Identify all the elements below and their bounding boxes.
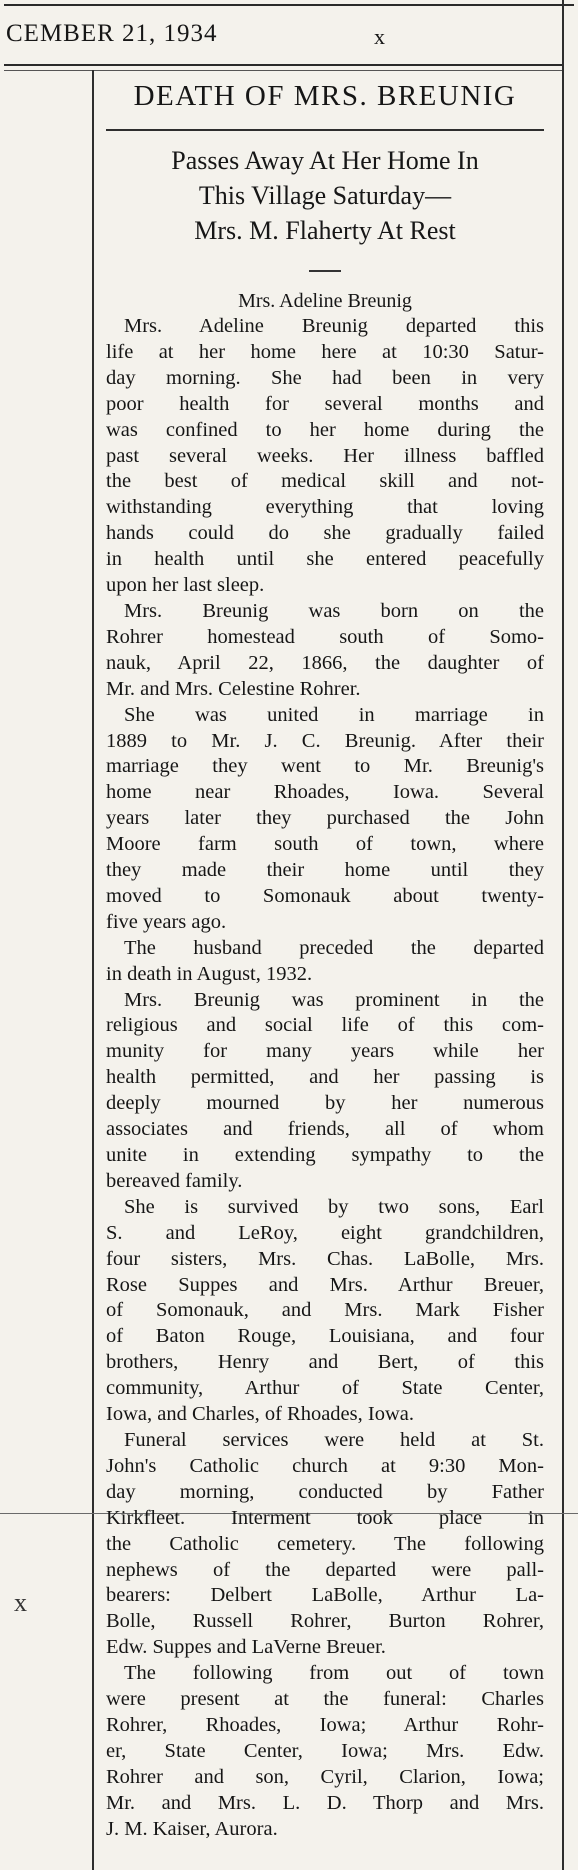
text-line: of Somonauk, and Mrs. Mark Fisher bbox=[106, 1299, 544, 1322]
text-line: past several weeks. Her illness baffled bbox=[106, 444, 544, 467]
text-line: four sisters, Mrs. Chas. LaBolle, Mrs. bbox=[106, 1247, 544, 1270]
paragraph bbox=[106, 1661, 544, 1842]
subhead-line: Passes Away At Her Home In bbox=[171, 146, 479, 175]
text-line: 1889 to Mr. J. C. Breunig. After their bbox=[106, 729, 544, 752]
text-line: Mrs. Adeline Breunig departed this bbox=[124, 315, 544, 337]
dateline-text: CEMBER 21, 1934 bbox=[6, 20, 218, 47]
subhead-line: Mrs. M. Flaherty At Rest bbox=[194, 216, 456, 245]
text-line: She was united in marriage in bbox=[124, 703, 544, 726]
margin-mark-top: x bbox=[374, 24, 386, 49]
text-line: er, State Center, Iowa; Mrs. Edw. bbox=[106, 1739, 544, 1762]
margin-mark-left: x bbox=[14, 1588, 27, 1617]
text-line: Mrs. Breunig was prominent in the bbox=[124, 988, 544, 1011]
text-line: in death in August, 1932. bbox=[106, 962, 313, 985]
text-line: nephews of the departed were pall- bbox=[106, 1558, 544, 1581]
text-line: The husband preceded the departed bbox=[124, 936, 544, 959]
text-line: munity for many years while her bbox=[106, 1040, 544, 1063]
text-line: the Catholic cemetery. The following bbox=[106, 1532, 544, 1555]
dateline bbox=[6, 20, 386, 49]
text-line: The following from out of town bbox=[124, 1662, 544, 1685]
headline-rule bbox=[106, 129, 544, 131]
text-line: life at her home here at 10:30 Satur- bbox=[106, 340, 544, 363]
paragraph bbox=[106, 314, 544, 599]
text-line: Kirkfleet. Interment took place in bbox=[106, 1506, 544, 1529]
text-line: Moore farm south of town, where bbox=[106, 833, 544, 856]
paragraph bbox=[106, 1195, 544, 1428]
column-rule-left bbox=[92, 70, 94, 1870]
text-line: Edw. Suppes and LaVerne Breuer. bbox=[106, 1636, 386, 1659]
byline: Mrs. Adeline Breunig bbox=[238, 290, 412, 312]
text-line: community, Arthur of State Center, bbox=[106, 1377, 544, 1400]
text-line: day morning. She had been in very bbox=[106, 366, 544, 389]
date-rule-secondary bbox=[4, 70, 564, 71]
text-line: religious and social life of this com- bbox=[106, 1014, 544, 1037]
text-line: of Baton Rouge, Louisiana, and four bbox=[106, 1325, 544, 1348]
column-rule-right bbox=[562, 0, 564, 1870]
headline: DEATH OF MRS. BREUNIG bbox=[133, 80, 517, 112]
text-line: moved to Somonauk about twenty- bbox=[106, 884, 544, 907]
text-line: marriage they went to Mr. Breunig's bbox=[106, 755, 544, 778]
text-line: brothers, Henry and Bert, of this bbox=[106, 1351, 544, 1374]
obituary-article bbox=[106, 80, 544, 1842]
text-line: upon her last sleep. bbox=[106, 574, 265, 597]
text-line: five years ago. bbox=[106, 910, 227, 933]
subheadline bbox=[106, 143, 544, 248]
paragraph bbox=[106, 703, 544, 936]
text-line: unite in extending sympathy to the bbox=[106, 1144, 544, 1166]
text-line: Mrs. Breunig was born on the bbox=[124, 599, 544, 622]
date-rule bbox=[4, 64, 564, 66]
text-line: Mr. and Mrs. L. D. Thorp and Mrs. bbox=[106, 1791, 544, 1814]
text-line: John's Catholic church at 9:30 Mon- bbox=[106, 1454, 544, 1477]
paragraph bbox=[106, 988, 544, 1195]
text-line: Iowa, and Charles, of Rhoades, Iowa. bbox=[106, 1403, 414, 1426]
text-line: Rohrer, Rhoades, Iowa; Arthur Rohr- bbox=[106, 1713, 544, 1736]
text-line: day morning, conducted by Father bbox=[106, 1480, 544, 1503]
text-line: health permitted, and her passing is bbox=[106, 1066, 544, 1089]
text-line: years later they purchased the John bbox=[106, 807, 544, 830]
section-dash bbox=[309, 270, 341, 272]
text-line: was confined to her home during the bbox=[106, 418, 544, 441]
paragraph bbox=[106, 599, 544, 703]
text-line: bereaved family. bbox=[106, 1169, 243, 1192]
text-line: were present at the funeral: Charles bbox=[106, 1688, 544, 1711]
text-line: Rohrer and son, Cyril, Clarion, Iowa; bbox=[106, 1765, 544, 1788]
text-line: associates and friends, all of whom bbox=[106, 1118, 544, 1141]
text-line: J. M. Kaiser, Aurora. bbox=[106, 1817, 278, 1840]
paragraph bbox=[106, 1428, 544, 1661]
text-line: in health until she entered peacefully bbox=[106, 548, 544, 571]
text-line: they made their home until they bbox=[106, 859, 544, 882]
text-line: withstanding everything that loving bbox=[106, 496, 544, 519]
text-line: nauk, April 22, 1866, the daughter of bbox=[106, 651, 544, 674]
top-rule bbox=[4, 4, 574, 6]
text-line: hands could do she gradually failed bbox=[106, 522, 544, 545]
text-line: home near Rhoades, Iowa. Several bbox=[106, 781, 544, 804]
subhead-line: This Village Saturday— bbox=[198, 181, 452, 210]
text-line: Rose Suppes and Mrs. Arthur Breuer, bbox=[106, 1273, 544, 1296]
text-line: She is survived by two sons, Earl bbox=[124, 1195, 544, 1218]
text-line: the best of medical skill and not- bbox=[106, 470, 544, 493]
text-line: deeply mourned by her numerous bbox=[106, 1092, 544, 1115]
text-line: Mr. and Mrs. Celestine Rohrer. bbox=[106, 677, 361, 700]
paragraph bbox=[106, 936, 544, 988]
text-line: S. and LeRoy, eight grandchildren, bbox=[106, 1221, 544, 1244]
text-line: Bolle, Russell Rohrer, Burton Rohrer, bbox=[106, 1610, 544, 1633]
text-line: poor health for several months and bbox=[106, 392, 544, 415]
article-body bbox=[106, 314, 544, 1842]
text-line: bearers: Delbert LaBolle, Arthur La- bbox=[106, 1584, 544, 1607]
text-line: Funeral services were held at St. bbox=[124, 1428, 544, 1451]
text-line: Rohrer homestead south of Somo- bbox=[106, 625, 544, 648]
